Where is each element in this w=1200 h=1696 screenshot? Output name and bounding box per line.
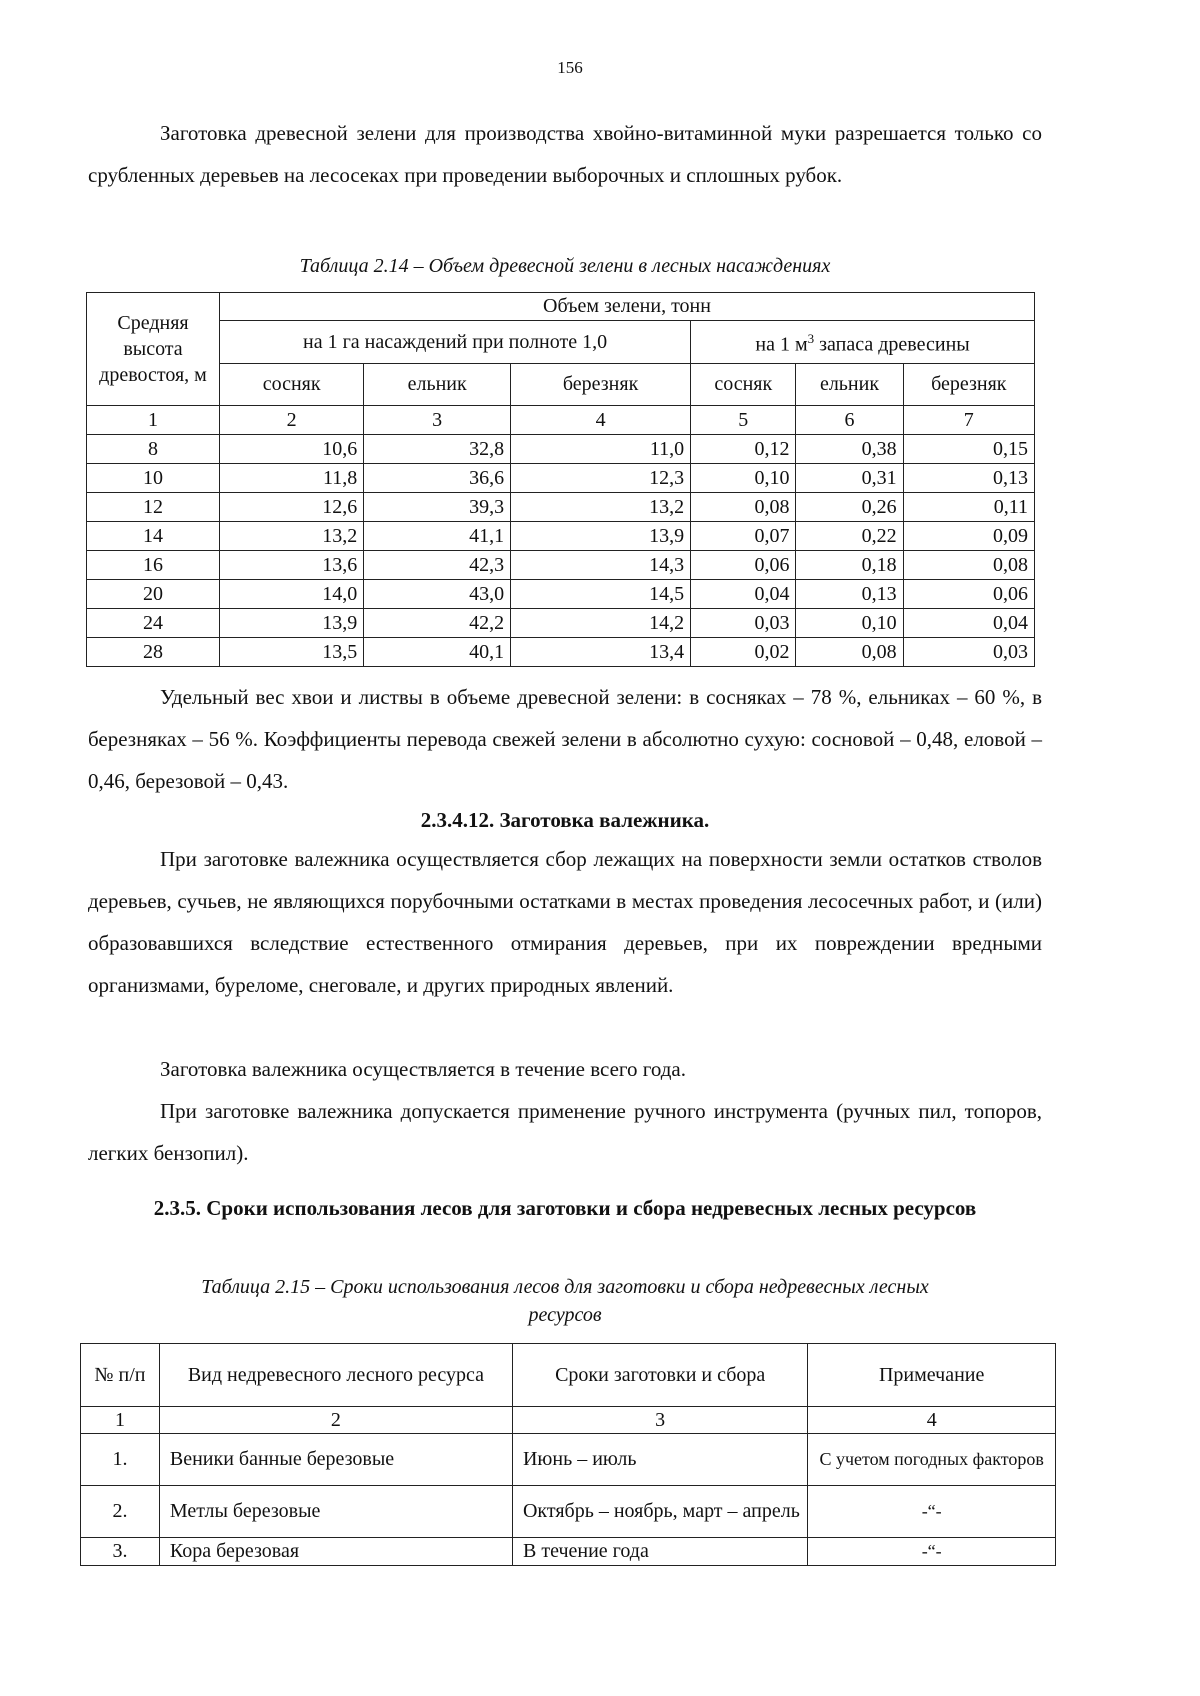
table-214-cell: 0,04: [691, 580, 796, 609]
table-214-cell: 0,09: [903, 522, 1034, 551]
table-214-cell: 14,2: [511, 609, 691, 638]
table-215-resource-cell: Метлы березовые: [159, 1486, 512, 1538]
table-214-index-cell: 5: [691, 406, 796, 435]
table-214-cell: 0,13: [796, 580, 903, 609]
table-214-cell: 11,0: [511, 435, 691, 464]
section-heading-235: 2.3.5. Сроки использования лесов для заготовки и сбора недревесных лесных ресурсов: [153, 1196, 977, 1220]
table-215: [80, 1343, 1056, 1566]
table-214-row: [87, 493, 1035, 522]
table-215-note-cell: -“-: [808, 1538, 1056, 1566]
table-214-index-cell: 4: [511, 406, 691, 435]
table-214-header-per-m3: на 1 $м^3$ запаса древесины: [691, 321, 1035, 364]
table-214-index-cell: 1: [87, 406, 220, 435]
table-214-index-cell: 7: [903, 406, 1034, 435]
table-214-header-volume: Объем зелени, тонн: [220, 293, 1035, 321]
table-214-cell: 0,13: [903, 464, 1034, 493]
table-215-resource-cell: Веники банные березовые: [159, 1434, 512, 1486]
table-214-row: [87, 580, 1035, 609]
table-214-cell: 13,2: [220, 522, 364, 551]
table-214-cell: 0,10: [796, 609, 903, 638]
table-215-no-cell: 1.: [81, 1434, 160, 1486]
table-214-header-height: Средняя высота древостоя, м: [87, 293, 220, 406]
table-214-cell: 13,6: [220, 551, 364, 580]
section-heading-23412: 2.3.4.12. Заготовка валежника.: [420, 808, 710, 832]
deadwood-paragraph-3: При заготовке валежника допускается применение ручного инструмента (ручных пил, топоров, легких бензопил).: [88, 1099, 1042, 1165]
table-214-cell: 0,12: [691, 435, 796, 464]
table-214-row: [87, 435, 1035, 464]
table-214-index-cell: 6: [796, 406, 903, 435]
table-214-cell: 13,2: [511, 493, 691, 522]
table-214-cell: 0,03: [691, 609, 796, 638]
table-214-cell: 0,38: [796, 435, 903, 464]
table-214-cell: 0,08: [691, 493, 796, 522]
table-214-cell: 24: [87, 609, 220, 638]
table-214-row: [87, 551, 1035, 580]
table-214-cell: 39,3: [364, 493, 511, 522]
table-215-note-cell: -“-: [808, 1486, 1056, 1538]
table-214-row: [87, 464, 1035, 493]
table-214: [86, 292, 1035, 667]
table-214-cell: 0,06: [903, 580, 1034, 609]
table-214-cell: 32,8: [364, 435, 511, 464]
table-215-resource-cell: Кора березовая: [159, 1538, 512, 1566]
intro-paragraph: Заготовка древесной зелени для производства хвойно-витаминной муки разрешается только со срубленных деревьев на лесосеках при проведении выборочных и сплошных рубок.: [88, 121, 1042, 187]
table-214-cell: 12,3: [511, 464, 691, 493]
table-214-cell: 42,2: [364, 609, 511, 638]
table-214-cell: 0,31: [796, 464, 903, 493]
table-214-species-header: сосняк: [220, 364, 364, 406]
table-214-cell: 42,3: [364, 551, 511, 580]
table-215-header-cell: Примечание: [808, 1344, 1056, 1407]
table-215-index-cell: 3: [512, 1407, 807, 1434]
table-214-cell: 13,5: [220, 638, 364, 667]
table-214-species-header: ельник: [796, 364, 903, 406]
table-214-cell: 0,26: [796, 493, 903, 522]
table-215-period-cell: В течение года: [512, 1538, 807, 1566]
table-215-caption: Таблица 2.15 – Сроки использования лесов для заготовки и сбора недревесных лесных ресурсов: [201, 1276, 929, 1326]
table-214-cell: 41,1: [364, 522, 511, 551]
table-214-cell: 0,02: [691, 638, 796, 667]
table-214-cell: 0,08: [796, 638, 903, 667]
table-214-cell: 12,6: [220, 493, 364, 522]
table-214-species-header: ельник: [364, 364, 511, 406]
table-214-index-cell: 2: [220, 406, 364, 435]
table-214-cell: 13,4: [511, 638, 691, 667]
table-214-cell: 14,3: [511, 551, 691, 580]
table-215-row: [81, 1434, 1056, 1486]
table-214-cell: 0,11: [903, 493, 1034, 522]
table-215-header-cell: Вид недревесного лесного ресурса: [159, 1344, 512, 1407]
table-214-species-header: сосняк: [691, 364, 796, 406]
table-215-index-cell: 1: [81, 1407, 160, 1434]
table-214-row: [87, 522, 1035, 551]
table-214-row: [87, 638, 1035, 667]
table-214-cell: 10,6: [220, 435, 364, 464]
table-214-cell: 14,0: [220, 580, 364, 609]
table-214-cell: 0,18: [796, 551, 903, 580]
table-215-index-cell: 2: [159, 1407, 512, 1434]
table-215-period-cell: Июнь – июль: [512, 1434, 807, 1486]
table-215-period-cell: Октябрь – ноябрь, март – апрель: [512, 1486, 807, 1538]
table-215-no-cell: 3.: [81, 1538, 160, 1566]
table-214-caption: Таблица 2.14 – Объем древесной зелени в лесных насаждениях: [299, 255, 831, 277]
table-214-species-header: березняк: [903, 364, 1034, 406]
table-214-cell: 0,22: [796, 522, 903, 551]
table-215-no-cell: 2.: [81, 1486, 160, 1538]
table-214-cell: 16: [87, 551, 220, 580]
table-215-index-cell: 4: [808, 1407, 1056, 1434]
table-214-index-row: [87, 406, 1035, 435]
table-214-index-cell: 3: [364, 406, 511, 435]
table-214-cell: 0,15: [903, 435, 1034, 464]
table-214-cell: 43,0: [364, 580, 511, 609]
table-214-cell: 12: [87, 493, 220, 522]
table-214-cell: 14,5: [511, 580, 691, 609]
table-214-species-header: березняк: [511, 364, 691, 406]
table-214-row: [87, 609, 1035, 638]
specific-weight-paragraph: Удельный вес хвои и листвы в объеме древесной зелени: в сосняках – 78 %, ельниках – 60 %, в березняках – 56 %. Коэффициенты перевода свежей зелени в абсолютно сухую: сосновой – 0,48, еловой – 0,46, березовой – 0,43.: [88, 685, 1042, 793]
table-214-cell: 28: [87, 638, 220, 667]
table-214-cell: 36,6: [364, 464, 511, 493]
table-214-cell: 13,9: [511, 522, 691, 551]
table-214-cell: 0,04: [903, 609, 1034, 638]
table-214-cell: 40,1: [364, 638, 511, 667]
table-214-cell: 0,06: [691, 551, 796, 580]
table-214-cell: 0,07: [691, 522, 796, 551]
table-214-cell: 0,10: [691, 464, 796, 493]
table-214-cell: 0,03: [903, 638, 1034, 667]
table-214-header-per-ha: на 1 га насаждений при полноте 1,0: [220, 321, 691, 364]
table-215-row: [81, 1538, 1056, 1566]
table-214-cell: 13,9: [220, 609, 364, 638]
table-215-row: [81, 1486, 1056, 1538]
table-214-cell: 14: [87, 522, 220, 551]
table-214-cell: 20: [87, 580, 220, 609]
table-214-cell: 10: [87, 464, 220, 493]
table-214-cell: 11,8: [220, 464, 364, 493]
table-214-cell: 0,08: [903, 551, 1034, 580]
table-214-cell: 8: [87, 435, 220, 464]
deadwood-paragraph-1: При заготовке валежника осуществляется сбор лежащих на поверхности земли остатков стволов деревьев, сучьев, не являющихся порубочными остатками в местах проведения лесосечных работ, и (или) образовавшихся вследствие естественного отмирания деревьев, при их повреждении вредными организмами, буреломе, снеговале, и других природных явлений.: [88, 847, 1042, 997]
deadwood-paragraph-2: Заготовка валежника осуществляется в течение всего года.: [160, 1057, 686, 1081]
table-215-header-cell: Сроки заготовки и сбора: [512, 1344, 807, 1407]
table-215-header-cell: № п/п: [81, 1344, 160, 1407]
table-215-note-cell: С учетом погодных факторов: [808, 1434, 1056, 1486]
page-number: 156: [557, 58, 583, 77]
